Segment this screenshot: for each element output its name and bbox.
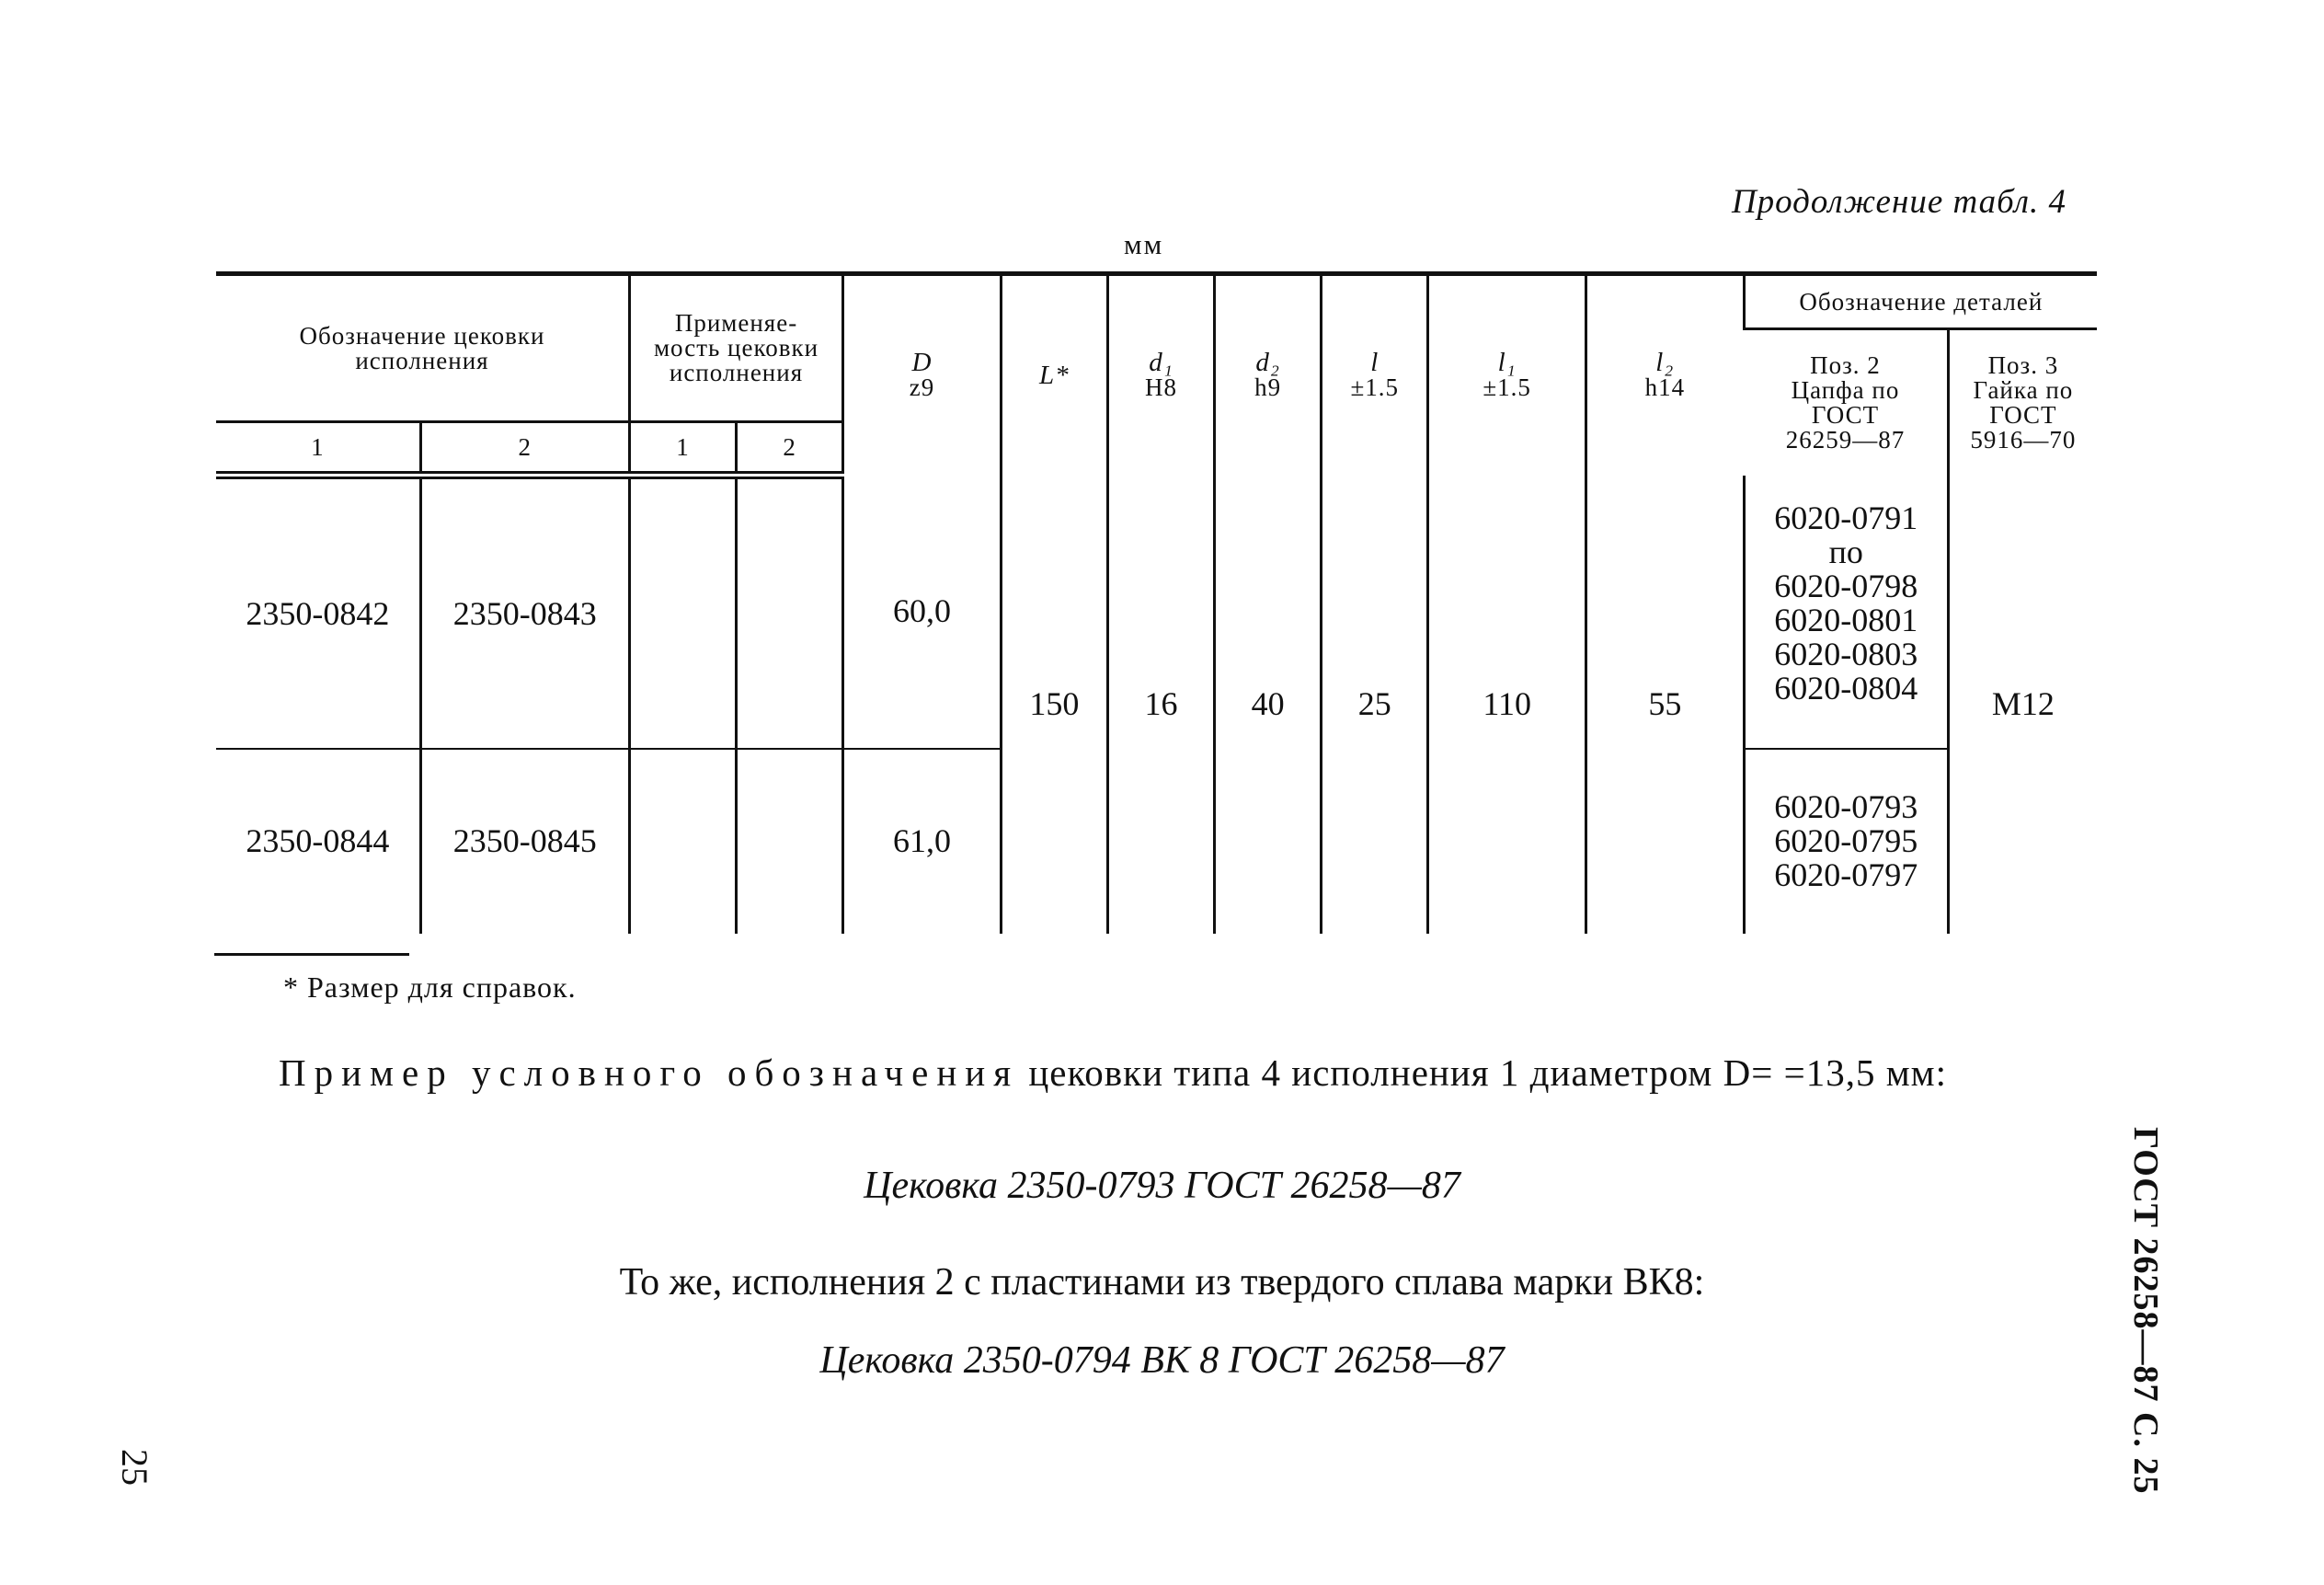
header-sub-1: 1: [216, 422, 420, 476]
row2-app2: [737, 749, 843, 934]
header-app-2: 2: [737, 422, 843, 476]
example-same: То же, исполнения 2 с пластинами из твердого сплава марки ВК8:: [619, 1261, 1705, 1304]
header-D: D z9: [843, 274, 1002, 476]
header-sub-2: 2: [420, 422, 629, 476]
table-caption: Продолжение табл. 4: [1731, 183, 2066, 221]
example-designation-1: Цековка 2350-0793 ГОСТ 26258—87: [864, 1165, 1460, 1207]
cell-l: 25: [1322, 476, 1428, 934]
header-L: L*: [1001, 274, 1107, 476]
header-l1: l₁ ±1.5: [1428, 274, 1586, 476]
row2-app1: [629, 749, 736, 934]
row2-isp1: 2350-0844: [246, 822, 390, 860]
spot-facer-table: [216, 271, 2097, 934]
example-designation-2: Цековка 2350-0794 ВК 8 ГОСТ 26258—87: [819, 1339, 1505, 1382]
cell-pos3: M12: [1948, 476, 2097, 934]
row1-D: 60,0: [843, 476, 1002, 749]
footnote-rule: [214, 953, 409, 956]
header-designation: Обозначение цековки исполнения: [299, 321, 545, 374]
cell-l2: 55: [1586, 476, 1744, 934]
example-paragraph: [216, 1049, 2097, 1097]
page-number: 25: [114, 1449, 155, 1486]
header-l2: l₂ h14: [1586, 274, 1744, 476]
header-l: l ±1.5: [1322, 274, 1428, 476]
example-text: цековки типа 4 исполнения 1 диаметром D= =13,5 мм:: [1028, 1051, 1947, 1094]
side-header: ГОСТ 26258—87 С. 25: [2126, 1127, 2165, 1495]
row1-app2: [737, 476, 843, 749]
cell-L: 150: [1001, 476, 1107, 934]
header-app-1: 1: [629, 422, 736, 476]
example-lead: Пример условного обозначения: [279, 1051, 1020, 1094]
header-applicability: Применяе-мость цековки исполнения: [629, 274, 842, 422]
header-d1: d₁ H8: [1107, 274, 1214, 476]
header-d2: d₂ h9: [1215, 274, 1322, 476]
header-parts: Обозначение деталей: [1744, 274, 2097, 329]
header-pos3: Поз. 3 Гайка по ГОСТ 5916—70: [1948, 329, 2097, 476]
footnote: * Размер для справок.: [283, 971, 577, 1004]
row1-isp2: 2350-0843: [420, 476, 629, 749]
row2-isp2: 2350-0845: [420, 749, 629, 934]
cell-l1: 110: [1428, 476, 1586, 934]
units-label: мм: [1124, 228, 1164, 260]
row2-D: 61,0: [843, 749, 1002, 934]
row2-pos2: 6020-0793 6020-0795 6020-0797: [1744, 749, 1948, 934]
row1-app1: [629, 476, 736, 749]
cell-d1: 16: [1107, 476, 1214, 934]
row1-pos2: 6020-0791 по 6020-0798 6020-0801 6020-0803 6020-0804: [1744, 476, 1948, 749]
cell-d2: 40: [1215, 476, 1322, 934]
header-pos2: Поз. 2 Цапфа по ГОСТ 26259—87: [1785, 351, 1906, 454]
row1-isp1: 2350-0842: [216, 476, 420, 749]
